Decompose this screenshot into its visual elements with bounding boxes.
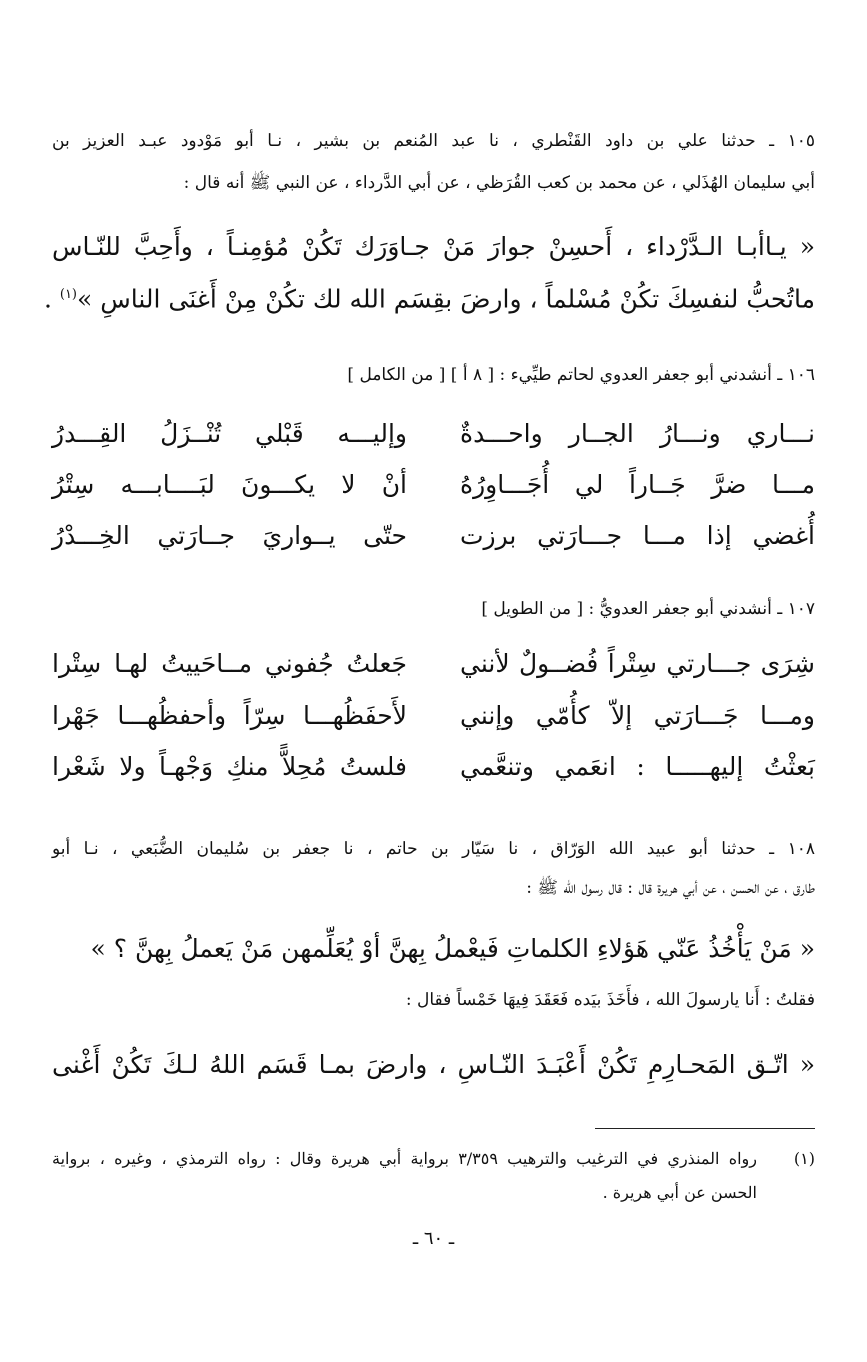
para107-heading: ١٠٧ ـ أنشدني أبو جعفر العدويُّ : [ من الطويل ] [481, 599, 815, 619]
verse106-2-second-hemistich: أنْ لا يكـــونَ لبَــــابـــه سِتْرُ [52, 470, 407, 499]
verse107-1-second-hemistich: جَعلتُ جُفوني مــاحَييتُ لهـا سِتْرا [52, 649, 407, 678]
para108-quote-line2: « اتّـق المَحـارِمِ تَكُنْ أَعْبَـدَ النّـاسِ ، وارضَ بمـا قَسَم اللهُ لـكَ تَكُنْ أَغْنى [52, 1050, 815, 1079]
para105-quote-text: ماتُحبُّ لنفسِكَ تكُنْ مُسْلماً ، وارضَ بقِسَم الله لك تكُنْ مِنْ أَغنَى الناسِ » [77, 284, 815, 314]
para108-line1: ١٠٨ ـ حدثنا أبو عبيد الله الوَرّاق ، نا سَيّار بن حاتم ، نا جعفر بن سُليمان الضُّبَعي ، نـا أبو [52, 839, 815, 859]
para108-line2: طارق ، عن الحسن ، عن أبي هريرة قال : قال رسول الله ﷺ : [526, 878, 815, 898]
footnote-marker: (١) [59, 287, 77, 302]
para105-quote-end: . [43, 284, 60, 314]
verse106-3-second-hemistich: حتّى يــواريَ جــارَتي الخِـــدْرُ [52, 521, 407, 550]
verse107-3-second-hemistich: فلستُ مُحِلاًّ منكِ وَجْهـاً ولا شَعْرا [52, 752, 407, 781]
verse106-2-first-hemistich: مـــا ضرَّ جَــاراً لي أُجَـــاوِرُهُ [460, 470, 815, 499]
footnote-line2: الحسن عن أبي هريرة . [602, 1183, 757, 1202]
footnote-number: (١) [793, 1149, 815, 1168]
para106-heading: ١٠٦ ـ أنشدني أبو جعفر العدوي لحاتم طيِّيء : [ ٨ أ ] [ من الكامل ] [347, 365, 815, 385]
verse107-2-second-hemistich: لأَحفَظُهـــا سِرّاً وأحفظُهـــا جَهْرا [52, 701, 407, 730]
page-number: ـ ٦٠ ـ [412, 1228, 455, 1249]
para105-quote-line2 [43, 276, 815, 318]
verse107-3-first-hemistich: بَعثْتُ إليهـــــا : انعَمي وتنعَّمي [460, 752, 815, 781]
para108-line3: فقلتُ : أَنا يارسولَ الله ، فأَخَذَ بيَده فَعَقَدَ فِيهَا خَمْساً فقال : [405, 990, 815, 1010]
verse107-1-first-hemistich: شِرَى جـــارتي سِتْراً فُضــولٌ لأنني [460, 649, 815, 678]
footnote-divider [595, 1128, 815, 1129]
verse106-1-second-hemistich: وإليـــه قَبْلي تُنْــزَلُ القِـــدرُ [52, 419, 407, 448]
verse106-3-first-hemistich: أُغضي إذا مـــا جـــارَتي برزت [460, 521, 815, 550]
para105-quote-line1: « يـاأبـا الـدَّرْداء ، أَحسِنْ جوارَ مَنْ جـاوَرَك تَكُنْ مُؤمِنـاً ، وأَحِبَّ للنّـاس [52, 232, 815, 261]
verse106-1-first-hemistich: نـــاري ونـــارُ الجــار واحـــدةٌ [460, 419, 815, 448]
para105-line2: أبي سليمان الهُذَلي ، عن محمد بن كعب القُرَظي ، عن أبي الدَّرداء ، عن النبي ﷺ أنه قال : [183, 173, 815, 193]
para108-quote-line1: « مَنْ يَأْخُذُ عَنّي هَؤلاءِ الكلماتِ فَيعْملُ بِهنَّ أوْ يُعَلِّمهن مَنْ يَعملُ بِهنَّ ؟ » [90, 934, 815, 963]
footnote-line1: رواه المنذري في الترغيب والترهيب ٣/٣٥٩ برواية أبي هريرة وقال : رواه الترمذي ، وغيره ، برواية [52, 1149, 757, 1168]
para105-line1: ١٠٥ ـ حدثنا علي بن داود القَنْطري ، نا عبد المُنعم بن بشير ، نـا أبو مَوْدود عبـد العزيز بن [52, 131, 815, 151]
verse107-2-first-hemistich: ومـــا جَـــارَتي إلاّ كأُمّي وإنني [460, 701, 815, 730]
